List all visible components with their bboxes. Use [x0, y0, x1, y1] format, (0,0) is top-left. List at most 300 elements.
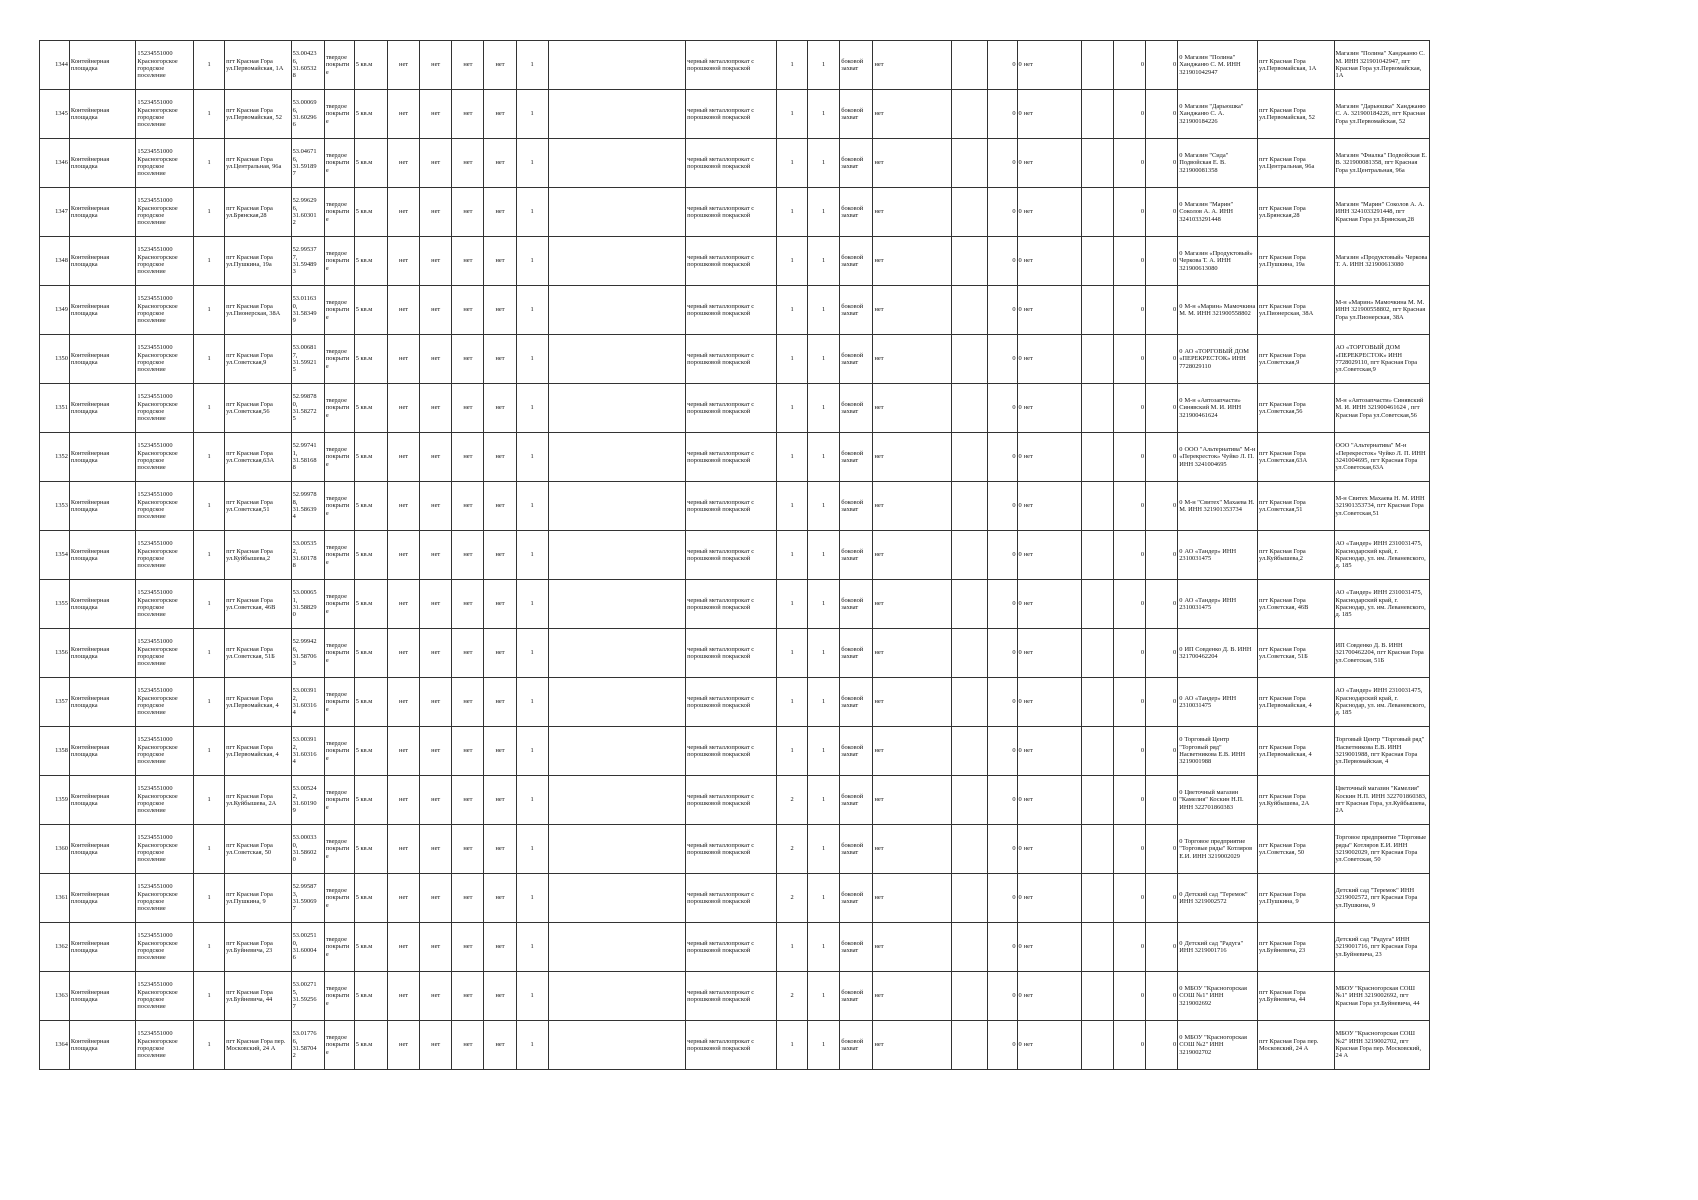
separate-collection-cell [1017, 580, 1081, 629]
cell-line: городское [137, 702, 165, 709]
cell-line: 53.00069 [292, 99, 317, 107]
container-type-cell [686, 580, 777, 629]
cell-text: нет [399, 943, 409, 951]
cell-text: 1 [822, 306, 826, 314]
cell-line: покрыти [325, 61, 350, 69]
lighting-cell [452, 433, 484, 482]
cell-text: 1 [790, 208, 794, 216]
empty-cell [548, 286, 685, 335]
coordinates-cell [291, 286, 324, 335]
cell-line: Красногорское [137, 498, 178, 506]
empty-cell [548, 825, 685, 874]
cell-line: 15234551000 [137, 50, 173, 58]
cell-text: 1 [530, 208, 534, 216]
source-org-cell [1178, 580, 1258, 629]
cell-line: захват [841, 506, 859, 513]
cell-line: боковой [841, 890, 864, 898]
cell-line: 53.00524 [292, 785, 317, 793]
cell-text: пгт Красная Гора ул.Брянская,28 [1259, 204, 1306, 219]
cell-line: е [325, 460, 329, 468]
lighting-cell [452, 531, 484, 580]
cell-text: 1 [207, 894, 211, 902]
cell-text: 0 [1173, 208, 1177, 216]
row-number [40, 286, 70, 335]
bunker-count-cell [987, 580, 1017, 629]
cell-text: АО «Тандер» ИНН 2310031475 [1179, 694, 1237, 709]
cell-text: нет [463, 1041, 473, 1049]
cell-text: 1 [530, 698, 534, 706]
table-row [40, 286, 1430, 335]
source-address-cell [1258, 629, 1334, 678]
cell-text: 0 [1140, 502, 1145, 510]
zero-value: 0 [1018, 943, 1022, 951]
empty-cell [548, 531, 685, 580]
container-count-cell [777, 580, 808, 629]
owner-cell [1334, 433, 1430, 482]
cell-text: нет [463, 992, 473, 1000]
table-row [40, 972, 1430, 1021]
bunker-count-cell [987, 825, 1017, 874]
cell-text: пгт Красная Гора ул.Советская, 51Б [226, 645, 275, 660]
cell-line: 52.99942 [292, 638, 317, 646]
cell-line: захват [841, 114, 859, 121]
cell-line: 31.59189 [292, 163, 317, 170]
count-cell [194, 139, 225, 188]
container-volume-cell [808, 874, 840, 923]
source-org-cell [1178, 237, 1258, 286]
zero-cell [1146, 139, 1178, 188]
source-org-cell [1178, 433, 1258, 482]
cell-line: 53.01163 [292, 295, 317, 303]
cell-text: 1344 [55, 61, 68, 69]
cell-line: 7 [292, 905, 296, 913]
cell-line: поселение [137, 758, 166, 766]
cell-text: 1 [822, 502, 826, 510]
cell-text: 1 [530, 257, 534, 265]
empty-cell [548, 580, 685, 629]
cell-line: Красногорское [137, 204, 178, 212]
empty-cell [1081, 678, 1113, 727]
cell-text: Магазин "Фиалка" Подвойская Е. В. 321900081358, пгт Красная Гора ул.Центральная, 96а [1335, 151, 1427, 174]
loading-type-cell [840, 678, 873, 727]
cell-line: городское [137, 653, 165, 660]
cell-line: 6, [292, 57, 298, 65]
cell-text: нет [431, 355, 441, 363]
cell-line: 15234551000 [137, 981, 173, 989]
cell-line: поселение [137, 611, 166, 619]
lighting-cell [452, 286, 484, 335]
zero-value: 0 [1018, 502, 1022, 510]
cell-text: нет [431, 551, 441, 559]
bunker-count-cell [987, 286, 1017, 335]
owner-cell [1334, 139, 1430, 188]
cell-text: 1 [790, 502, 794, 510]
cell-text: пгт Красная Гора ул.Советская,51 [1259, 498, 1306, 513]
zero-cell [1113, 727, 1145, 776]
cell-text: нет [431, 649, 441, 657]
lighting-cell [452, 90, 484, 139]
separate-collection-cell [1017, 531, 1081, 580]
cell-text: нет [463, 845, 473, 853]
cell-line: Красногорское [137, 694, 178, 702]
lighting-cell [452, 678, 484, 727]
cell-line: 53.00065 [292, 589, 317, 597]
bunker-cell [873, 286, 952, 335]
empty-cell [952, 188, 987, 237]
bunker-cell [873, 188, 952, 237]
cell-text: 0 [1140, 257, 1145, 265]
cell-line: е [325, 803, 329, 811]
cell-text: нет [495, 894, 505, 902]
cell-line: 53.00681 [292, 344, 317, 352]
cell-text: 0 [1140, 649, 1145, 657]
table-row [40, 139, 1430, 188]
bunker-count-cell [987, 972, 1017, 1021]
cell-text: 0 [1012, 747, 1016, 755]
cell-text: пгт Красная Гора ул.Первомайская, 4 [1259, 694, 1312, 709]
cell-text: 5 кв.м [355, 502, 373, 510]
cell-line: городское [137, 310, 165, 317]
bunker-cell [873, 923, 952, 972]
bunker-count-cell [987, 188, 1017, 237]
zero-value: 0 [1018, 747, 1022, 755]
shelter-cell [388, 335, 420, 384]
cell-line: твердое [325, 298, 347, 306]
cell-line: поселение [137, 807, 166, 815]
cell-line: 15234551000 [137, 834, 173, 842]
empty-cell [952, 237, 987, 286]
cell-line: боковой [841, 57, 864, 65]
lighting-cell [452, 384, 484, 433]
loading-type-cell [840, 1021, 873, 1070]
cell-text: 0 [1012, 796, 1016, 804]
zero-cell [1113, 90, 1145, 139]
shelter-cell [388, 776, 420, 825]
cell-line: покрыти [325, 355, 350, 363]
cell-text: нет [874, 845, 884, 853]
cell-text: нет [431, 453, 441, 461]
cell-text: 0 [1140, 943, 1145, 951]
sign-cell [484, 678, 516, 727]
cell-text: нет [495, 747, 505, 755]
cell-text: нет [399, 796, 409, 804]
cell-text: пгт Красная Гора ул.Советская,56 [1259, 400, 1306, 415]
cell-line: 9 [292, 807, 296, 815]
site-type-cell [69, 531, 136, 580]
coordinates-cell [291, 874, 324, 923]
container-type-cell [686, 972, 777, 1021]
cell-text: 0 [1173, 698, 1177, 706]
shelter-cell [388, 923, 420, 972]
cell-line: Красногорское [137, 351, 178, 359]
cell-text: нет [431, 502, 441, 510]
fence-cell [420, 335, 452, 384]
surface-cell [324, 1021, 354, 1070]
zero-value: 0 [1179, 249, 1183, 257]
area-cell [354, 41, 387, 90]
platform-count-cell [516, 629, 548, 678]
cell-text: 1 [790, 257, 794, 265]
sign-cell [484, 531, 516, 580]
cell-line: твердое [325, 690, 347, 698]
cell-text: 1 [530, 159, 534, 167]
area-cell [354, 531, 387, 580]
cell-line: 52.99978 [292, 491, 317, 499]
cell-text: черный металлопрокат с порошковой покраской [687, 302, 755, 317]
table-row [40, 237, 1430, 286]
cell-text: нет [463, 600, 473, 608]
cell-text: 1 [207, 992, 211, 1000]
cell-line: 0, [292, 400, 298, 408]
cell-text: нет [399, 110, 409, 118]
cell-text: нет [399, 257, 409, 265]
cell-line: 15234551000 [137, 344, 173, 352]
loading-type-cell [840, 188, 873, 237]
cell-line: поселение [137, 317, 166, 325]
cell-line: захват [841, 457, 859, 464]
count-cell [194, 678, 225, 727]
fence-cell [420, 776, 452, 825]
surface-cell [324, 482, 354, 531]
cell-text: 1353 [55, 502, 68, 510]
cell-text: черный металлопрокат с порошковой покраской [687, 449, 755, 464]
container-type-cell [686, 727, 777, 776]
cell-text: нет [874, 159, 884, 167]
cell-text: нет [399, 355, 409, 363]
platform-count-cell [516, 139, 548, 188]
count-cell [194, 629, 225, 678]
cell-text: 0 [1173, 992, 1177, 1000]
row-number [40, 825, 70, 874]
cell-text: нет [463, 894, 473, 902]
lighting-cell [452, 972, 484, 1021]
cell-text: 5 кв.м [355, 796, 373, 804]
lighting-cell [452, 41, 484, 90]
cell-line: боковой [841, 155, 864, 163]
loading-type-cell [840, 90, 873, 139]
cell-text: 1 [822, 110, 826, 118]
cell-text: нет [495, 61, 505, 69]
cell-line: городское [137, 359, 165, 366]
zero-cell [1113, 139, 1145, 188]
oktmo-cell [136, 776, 194, 825]
cell-line: боковой [841, 547, 864, 555]
cell-text: 0 [1173, 1041, 1177, 1049]
cell-text: 1 [790, 551, 794, 559]
cell-text: нет [495, 600, 505, 608]
surface-cell [324, 139, 354, 188]
surface-cell [324, 286, 354, 335]
cell-text: 1 [790, 943, 794, 951]
platform-count-cell [516, 825, 548, 874]
cell-line: 6 [292, 954, 296, 962]
cell-text: нет [874, 355, 884, 363]
cell-text: черный металлопрокат с порошковой покраской [687, 792, 755, 807]
loading-type-cell [840, 580, 873, 629]
oktmo-cell [136, 139, 194, 188]
sign-cell [484, 874, 516, 923]
cell-text: пгт Красная Гора ул.Буйневича, 44 [1259, 988, 1306, 1003]
owner-cell [1334, 335, 1430, 384]
oktmo-cell [136, 1021, 194, 1070]
source-org-cell [1178, 972, 1258, 1021]
empty-cell [1081, 237, 1113, 286]
loading-type-cell [840, 286, 873, 335]
cell-line: 6, [292, 645, 298, 653]
cell-text: нет [1023, 894, 1033, 902]
cell-line: покрыти [325, 110, 350, 118]
cell-text: черный металлопрокат с порошковой покраской [687, 988, 755, 1003]
address-cell [225, 286, 292, 335]
cell-text: 5 кв.м [355, 551, 373, 559]
cell-line: Красногорское [137, 988, 178, 996]
empty-cell [1081, 335, 1113, 384]
owner-cell [1334, 874, 1430, 923]
cell-text: 1 [530, 502, 534, 510]
cell-line: е [325, 509, 329, 517]
cell-line: 15234551000 [137, 540, 173, 548]
source-address-cell [1258, 678, 1334, 727]
bunker-cell [873, 335, 952, 384]
cell-text: нет [431, 159, 441, 167]
cell-line: поселение [137, 709, 166, 717]
fence-cell [420, 923, 452, 972]
cell-line: городское [137, 996, 165, 1003]
cell-text: 5 кв.м [355, 208, 373, 216]
source-address-cell [1258, 237, 1334, 286]
cell-text: нет [463, 698, 473, 706]
cell-text: 1 [530, 894, 534, 902]
cell-text: Контейнерная площадка [70, 57, 110, 72]
cell-line: 5 [292, 415, 296, 423]
cell-text: 0 [1012, 943, 1016, 951]
cell-line: 6 [292, 121, 296, 129]
cell-text: 1 [790, 649, 794, 657]
cell-text: нет [1023, 698, 1033, 706]
cell-text: 1 [207, 600, 211, 608]
cell-line: захват [841, 653, 859, 660]
container-type-cell [686, 1021, 777, 1070]
container-count-cell [777, 335, 808, 384]
empty-cell [1081, 629, 1113, 678]
cell-text: нет [399, 61, 409, 69]
loading-type-cell [840, 629, 873, 678]
cell-text: 1 [822, 208, 826, 216]
cell-line: 53.01776 [292, 1030, 317, 1038]
cell-line: твердое [325, 445, 347, 453]
bunker-cell [873, 1021, 952, 1070]
separate-collection-cell [1017, 90, 1081, 139]
empty-cell [1081, 286, 1113, 335]
cell-line: Красногорское [137, 400, 178, 408]
cell-text: пгт Красная Гора ул.Советская, 50 [226, 841, 273, 856]
cell-text: 5 кв.м [355, 257, 373, 265]
coordinates-cell [291, 433, 324, 482]
cell-text: нет [874, 796, 884, 804]
cell-text: 1 [530, 61, 534, 69]
cell-text: 0 [1012, 208, 1016, 216]
cell-line: 52.99878 [292, 393, 317, 401]
row-number [40, 433, 70, 482]
cell-text: М-н «Марин» Мамочкина М. М. ИНН 321900558802 [1179, 302, 1256, 317]
cell-text: 1 [207, 649, 211, 657]
site-type-cell [69, 629, 136, 678]
cell-line: е [325, 705, 329, 713]
area-cell [354, 580, 387, 629]
empty-cell [1081, 874, 1113, 923]
cell-text: 1 [530, 796, 534, 804]
cell-line: боковой [841, 1037, 864, 1045]
sign-cell [484, 286, 516, 335]
cell-text: 2 [790, 796, 794, 804]
coordinates-cell [291, 482, 324, 531]
separate-collection-cell [1017, 433, 1081, 482]
cell-line: 31.59921 [292, 359, 317, 366]
owner-cell [1334, 531, 1430, 580]
cell-text: 1 [207, 845, 211, 853]
zero-cell [1146, 482, 1178, 531]
cell-line: 31.60316 [292, 702, 317, 709]
table-row [40, 41, 1430, 90]
site-type-cell [69, 727, 136, 776]
table-row [40, 776, 1430, 825]
cell-text: Контейнерная площадка [70, 939, 110, 954]
cell-line: городское [137, 751, 165, 758]
cell-line: городское [137, 604, 165, 611]
cell-line: 4 [292, 513, 296, 521]
oktmo-cell [136, 335, 194, 384]
bunker-count-cell [987, 776, 1017, 825]
cell-text: черный металлопрокат с порошковой покраской [687, 1037, 755, 1052]
zero-cell [1113, 972, 1145, 1021]
zero-value: 0 [1018, 1041, 1022, 1049]
cell-text: пгт Красная Гора ул.Пионерская, 38А [226, 302, 281, 317]
oktmo-cell [136, 482, 194, 531]
sign-cell [484, 90, 516, 139]
cell-text: 5 кв.м [355, 845, 373, 853]
separate-collection-cell [1017, 629, 1081, 678]
cell-text: нет [431, 61, 441, 69]
empty-cell [1081, 776, 1113, 825]
cell-line: боковой [841, 449, 864, 457]
empty-cell [548, 139, 685, 188]
cell-line: 5 [292, 366, 296, 374]
container-volume-cell [808, 90, 840, 139]
platform-count-cell [516, 923, 548, 972]
cell-text: нет [1023, 306, 1033, 314]
cell-text: 1356 [55, 649, 68, 657]
container-type-cell [686, 433, 777, 482]
count-cell [194, 825, 225, 874]
empty-cell [952, 384, 987, 433]
cell-line: 31.58349 [292, 310, 317, 317]
zero-cell [1146, 433, 1178, 482]
zero-cell [1113, 237, 1145, 286]
cell-text: 0 [1140, 747, 1145, 755]
cell-text: Магазин "Полина" Ханджаню С. М. ИНН 321901042947 [1179, 53, 1241, 76]
oktmo-cell [136, 923, 194, 972]
cell-line: 15234551000 [137, 736, 173, 744]
cell-line: боковой [841, 498, 864, 506]
cell-text: 1347 [55, 208, 68, 216]
zero-value: 0 [1018, 61, 1022, 69]
cell-text: М-н Свитех Махаева Н. М. ИНН 321901353734, пгт Красная Гора ул.Советская,51 [1335, 494, 1425, 517]
platform-count-cell [516, 727, 548, 776]
coordinates-cell [291, 237, 324, 286]
cell-line: боковой [841, 253, 864, 261]
surface-cell [324, 433, 354, 482]
cell-text: нет [463, 257, 473, 265]
